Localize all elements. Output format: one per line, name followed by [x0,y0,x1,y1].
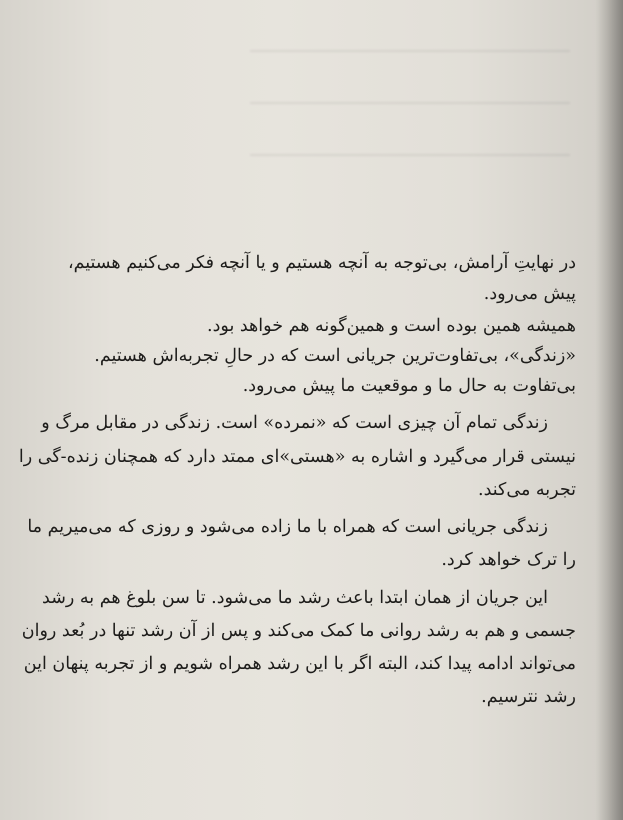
text-line-9: زندگی جریانی است که همراه با ما زاده می‌شود و روزی که می‌میریم ما [27,517,548,538]
text-line-14: رشد نترسیم. [481,687,576,708]
text-line-1: در نهایتِ آرامش، بی‌توجه به آنچه هستیم و یا آنچه فکر می‌کنیم هستیم، [67,253,576,273]
text-line-5: بی‌تفاوت به حال ما و موقعیت ما پیش می‌رود. [242,376,576,397]
text-line-12: جسمی و هم به رشد روانی ما کمک می‌کند و پس از آن رشد تنها در بُعد روان [21,620,576,641]
show-through-text [250,24,570,204]
text-line-3: همیشه همین بوده است و همین‌گونه هم خواهد بود. [207,315,576,336]
text-line-13: می‌تواند ادامه پیدا کند، البته اگر با این رشد همراه شویم و از تجربه پنهان این [23,654,576,675]
page-edge-shadow [595,0,623,820]
text-line-8: تجربه می‌کند. [478,479,576,500]
text-line-11: این جریان از همان ابتدا باعث رشد ما می‌شود. تا سن بلوغ هم به رشد [42,587,548,608]
text-line-2: پیش می‌رود. [483,284,576,305]
page-text [18,252,576,710]
text-line-7: نیستی قرار می‌گیرد و اشاره به «هستی»ای ممتد دارد که همچنان زنده-گی را [18,446,576,467]
text-line-6: زندگی تمام آن چیزی است که «نمرده» است. زندگی در مقابل مرگ و [41,413,548,434]
text-line-10: را ترک خواهد کرد. [441,550,576,571]
text-line-4: «زندگی»، بی‌تفاوت‌ترین جریانی است که در حالِ تجربه‌اش هستیم. [94,345,576,366]
